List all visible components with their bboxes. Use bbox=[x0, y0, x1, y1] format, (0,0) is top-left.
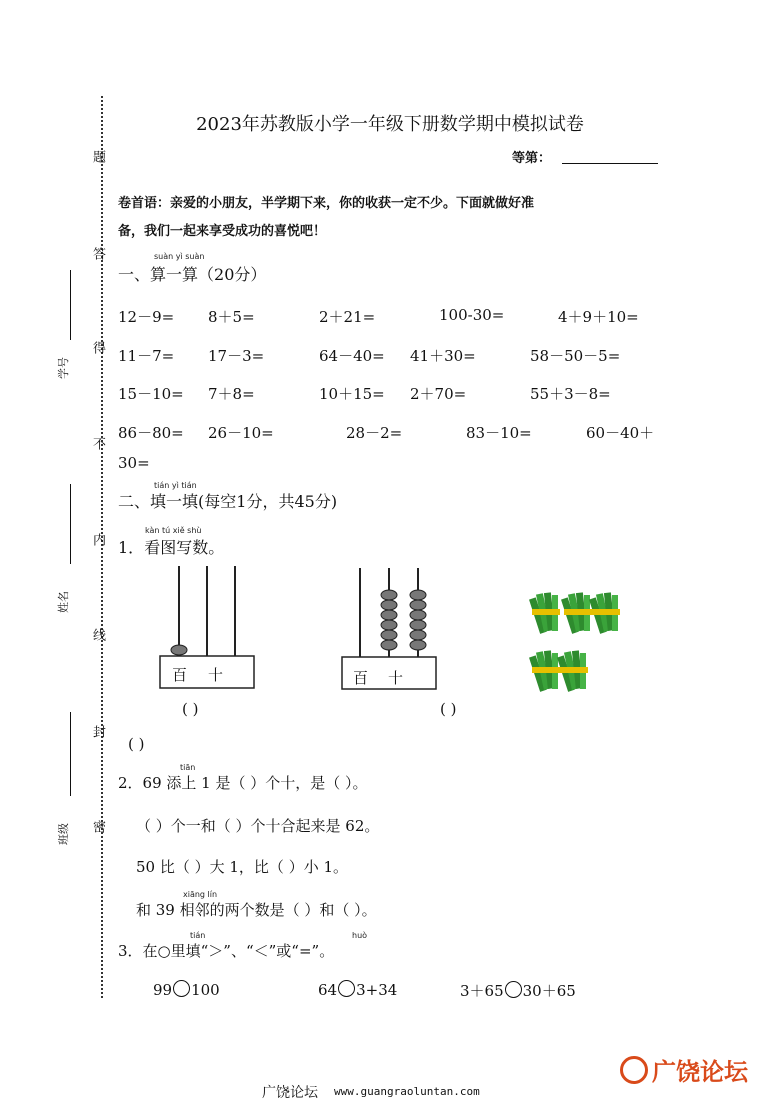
intro-line-2: 备，我们一起来享受成功的喜悦吧！ bbox=[118, 224, 327, 239]
q1-text: 看图写数。 bbox=[144, 538, 225, 557]
logo-text: 广饶论坛 bbox=[652, 1058, 748, 1086]
name-label: 姓名 bbox=[57, 591, 70, 613]
calc-r2-c0: 15－10= bbox=[118, 385, 184, 403]
compare-3-right: 30＋65 bbox=[522, 982, 576, 1000]
student-id-line[interactable] bbox=[70, 270, 71, 340]
q3-text: 3．在○里填“＞”、“＜”或“=”。 bbox=[118, 942, 335, 960]
page-title: 2023年苏教版小学一年级下册数学期中模拟试卷 bbox=[196, 114, 584, 135]
calc-r1-c4: 58－50－5= bbox=[530, 347, 621, 365]
q2-line-2: （ ）个一和（ ）个十合起来是 62。 bbox=[136, 817, 380, 835]
calc-r3-c1: 26－10= bbox=[208, 424, 274, 442]
q2-line-4: 和 39 相邻的两个数是（ ）和（ ）。 bbox=[136, 901, 377, 919]
logo-icon bbox=[620, 1056, 648, 1084]
answer-blank-3[interactable]: ( ) bbox=[128, 735, 145, 753]
seal-char-7: 密 bbox=[90, 820, 105, 833]
section2-main: 填一填 bbox=[150, 492, 199, 511]
calc-r2-c4: 55＋3－8= bbox=[530, 385, 611, 403]
abacus1-label-tens: 十 bbox=[208, 666, 224, 684]
section1-main: 算一算 bbox=[150, 265, 199, 284]
seal-char-0: 题 bbox=[90, 150, 105, 163]
q1-num: 1． bbox=[118, 538, 145, 557]
calc-r0-c3: 100-30= bbox=[439, 306, 505, 324]
stick-bundles-image bbox=[528, 585, 628, 695]
class-label: 班级 bbox=[57, 823, 70, 845]
calc-r1-c3: 41＋30= bbox=[410, 347, 476, 365]
compare-2 bbox=[318, 980, 397, 999]
section2-pinyin: tián yì tián bbox=[154, 481, 197, 490]
grade-field[interactable] bbox=[562, 163, 658, 164]
section2-suffix: (每空1分，共45分) bbox=[198, 492, 338, 511]
compare-3 bbox=[460, 980, 576, 1001]
calc-r3-c4: 60－40＋ bbox=[586, 424, 655, 442]
calc-r3-c2: 28－2= bbox=[346, 424, 403, 442]
compare-1-circle-input[interactable] bbox=[173, 980, 190, 997]
answer-blank-1[interactable]: ( ) bbox=[182, 700, 199, 718]
calc-r0-c0: 12－9= bbox=[118, 308, 175, 326]
section1-suffix: （20分） bbox=[198, 265, 267, 284]
calc-r3-c3: 83－10= bbox=[466, 424, 532, 442]
calc-r2-c1: 7＋8= bbox=[208, 385, 255, 403]
seal-char-4: 内 bbox=[90, 533, 105, 546]
calc-wrap: 30= bbox=[118, 454, 150, 472]
footer-url[interactable]: www.guangraoluntan.com bbox=[334, 1085, 480, 1098]
q3-pinyin-1: tián bbox=[190, 931, 206, 940]
seal-char-6: 封 bbox=[90, 725, 105, 738]
abacus2-label-hundreds: 百 bbox=[353, 669, 369, 687]
section1-heading bbox=[118, 262, 266, 285]
compare-1 bbox=[153, 980, 220, 999]
answer-blank-2[interactable]: ( ) bbox=[440, 700, 457, 718]
calc-r2-c3: 2＋70= bbox=[410, 385, 467, 403]
seal-char-1: 答 bbox=[90, 247, 105, 260]
q1-pinyin: kàn tú xiě shù bbox=[145, 526, 202, 535]
class-line[interactable] bbox=[70, 712, 71, 796]
compare-2-circle-input[interactable] bbox=[338, 980, 355, 997]
calc-r0-c1: 8＋5= bbox=[208, 308, 255, 326]
section2-heading bbox=[118, 489, 337, 512]
compare-1-left: 99 bbox=[153, 981, 173, 999]
compare-3-circle-input[interactable] bbox=[505, 981, 522, 998]
calc-r1-c1: 17－3= bbox=[208, 347, 265, 365]
calc-r3-c0: 86－80= bbox=[118, 424, 184, 442]
calc-r0-c4: 4＋9＋10= bbox=[558, 308, 639, 326]
grade-label: 等第： bbox=[512, 151, 552, 166]
seal-char-5: 线 bbox=[90, 628, 105, 641]
compare-2-left: 64 bbox=[318, 981, 338, 999]
compare-3-left: 3＋65 bbox=[460, 982, 504, 1000]
abacus-1 bbox=[155, 560, 259, 694]
abacus2-label-tens: 十 bbox=[388, 669, 404, 687]
abacus1-label-hundreds: 百 bbox=[172, 666, 188, 684]
calc-r1-c0: 11－7= bbox=[118, 347, 175, 365]
section2-prefix: 二、 bbox=[118, 492, 151, 511]
name-line[interactable] bbox=[70, 484, 71, 564]
q2-line-1: 2．69 添上 1 是（ ）个十，是（ ）。 bbox=[118, 774, 368, 792]
footer-site: 广饶论坛 bbox=[262, 1085, 318, 1101]
calc-r0-c2: 2＋21= bbox=[319, 308, 376, 326]
calc-r2-c2: 10＋15= bbox=[319, 385, 385, 403]
calc-r1-c2: 64－40= bbox=[319, 347, 385, 365]
compare-2-right: 3+34 bbox=[356, 981, 398, 999]
q3-pinyin-2: huò bbox=[352, 931, 368, 940]
cut-line bbox=[101, 96, 103, 998]
intro-line-1: 卷首语：亲爱的小朋友，半学期下来，你的收获一定不少。下面就做好准 bbox=[118, 196, 535, 211]
student-id-label: 学号 bbox=[57, 357, 70, 379]
compare-1-right: 100 bbox=[191, 981, 220, 999]
logo bbox=[620, 1052, 748, 1087]
section1-prefix: 一、 bbox=[118, 265, 151, 284]
q1 bbox=[118, 535, 224, 558]
q2-line-3: 50 比（ ）大 1，比（ ）小 1。 bbox=[136, 858, 349, 876]
q2-pinyin: tiān bbox=[180, 763, 196, 772]
section1-pinyin: suàn yì suàn bbox=[154, 252, 205, 261]
seal-char-3: 不 bbox=[90, 437, 105, 450]
seal-char-2: 得 bbox=[90, 341, 105, 354]
q2-line-4-pinyin: xiāng lín bbox=[183, 890, 218, 899]
